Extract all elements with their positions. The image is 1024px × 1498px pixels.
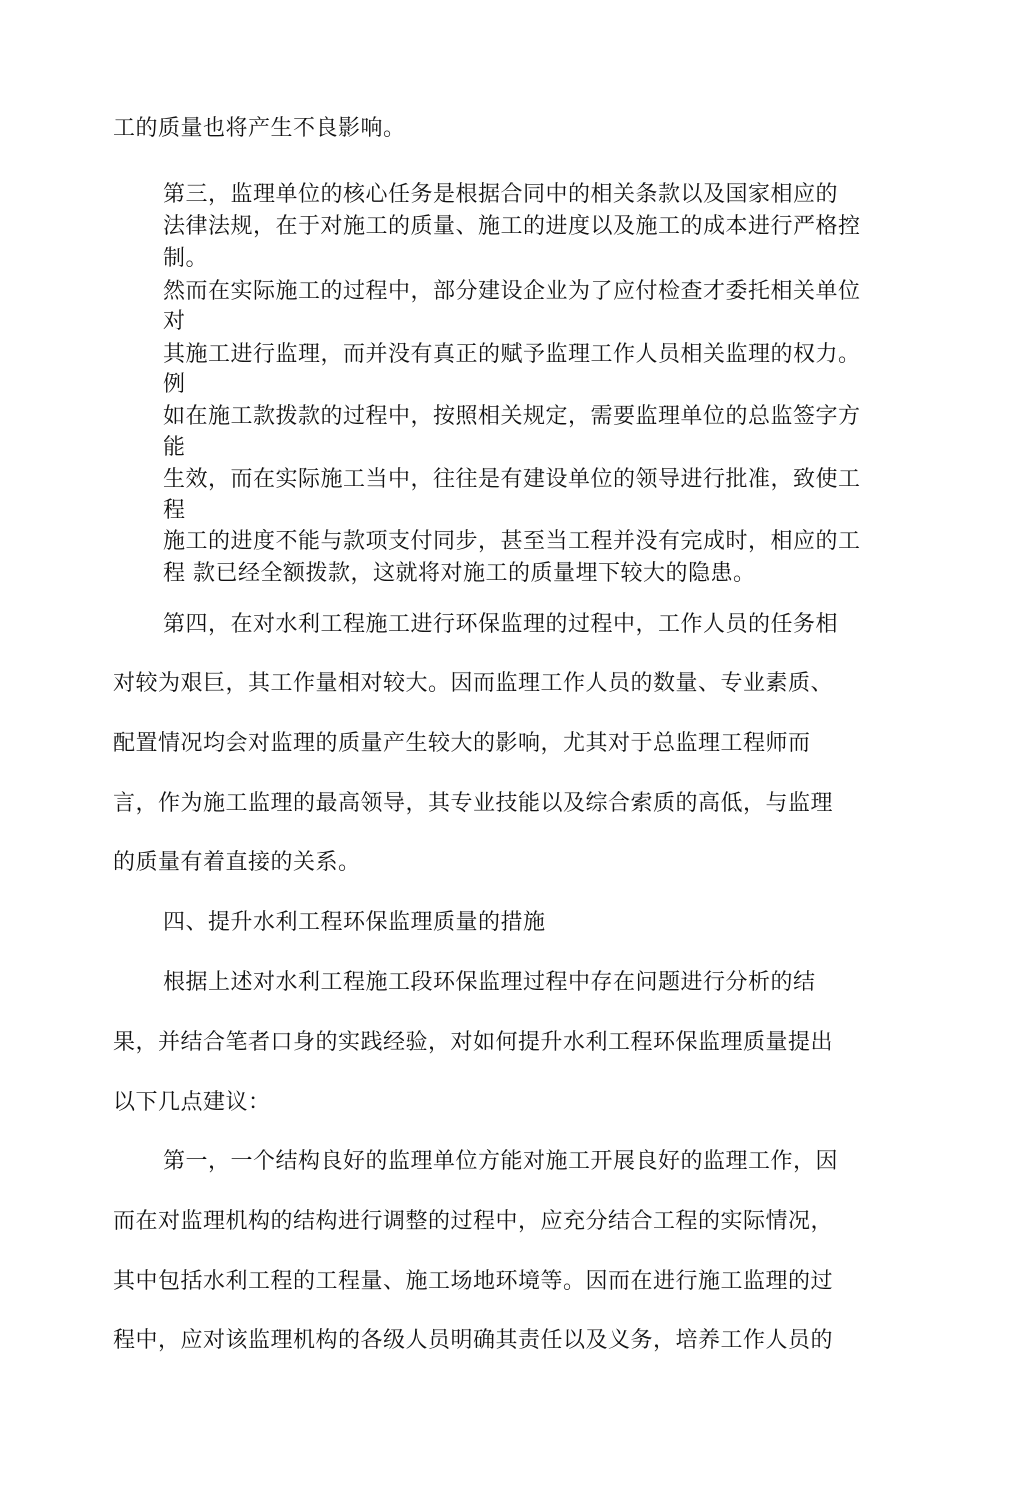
text-line: 对较为艰巨，其工作量相对较大。因而监理工作人员的数量、专业素质、	[113, 671, 834, 696]
text-line: 法律法规，在于对施工的质量、施工的进度以及施工的成本进行严格控	[163, 214, 861, 239]
text-line: 对	[163, 309, 186, 334]
text-line: 而在对监理机构的结构进行调整的过程中，应充分结合工程的实际情况，	[113, 1209, 834, 1234]
text-line: 言，作为施工监理的最高领导，其专业技能以及综合索质的高低，与监理	[113, 791, 834, 816]
text-line: 果，并结合笔者口身的实践经验，对如何提升水利工程环保监理质量提出	[113, 1030, 834, 1055]
text-line: 工的质量也将产生不良影响。	[113, 116, 406, 141]
text-line: 程	[163, 498, 186, 523]
text-line: 其施工进行监理，而并没有真正的赋予监理工作人员相关监理的权力。	[163, 342, 861, 367]
text-line: 例	[163, 372, 186, 397]
text-line: 生效，而在实际施工当中，往往是有建设单位的领导进行批准，致使工	[163, 467, 861, 492]
text-line: 如在施工款拨款的过程中，按照相关规定，需要监理单位的总监签字方	[163, 404, 861, 429]
text-line: 第三，监理单位的核心任务是根据合同中的相关条款以及国家相应的	[163, 182, 839, 207]
text-line: 第四，在对水利工程施工进行环保监理的过程中，工作人员的任务相	[163, 612, 839, 637]
text-line: 施工的进度不能与款项支付同步，甚至当工程并没有完成时，相应的工	[163, 529, 861, 554]
text-line: 根据上述对水利工程施工段环保监理过程中存在问题进行分析的结	[163, 970, 816, 995]
text-line: 程 款已经全额拨款，这就将对施工的质量埋下较大的隐患。	[163, 561, 756, 586]
text-line: 第一，一个结构良好的监理单位方能对施工开展良好的监理工作，因	[163, 1149, 839, 1174]
text-line: 其中包括水利工程的工程量、施工场地环境等。因而在进行施工监理的过	[113, 1269, 834, 1294]
text-line: 程中，应对该监理机构的各级人员明确其责任以及义务，培养工作人员的	[113, 1328, 834, 1353]
text-line: 以下几点建议：	[113, 1090, 271, 1115]
text-line: 然而在实际施工的过程中，部分建设企业为了应付检查才委托相关单位	[163, 279, 861, 304]
text-line: 的质量有着直接的关系。	[113, 850, 361, 875]
text-line: 能	[163, 435, 186, 460]
text-line: 配置情况均会对监理的质量产生较大的影响，尤其对于总监理工程师而	[113, 731, 811, 756]
section-heading: 四、提升水利工程环保监理质量的措施	[163, 910, 546, 935]
text-line: 制。	[163, 246, 209, 271]
